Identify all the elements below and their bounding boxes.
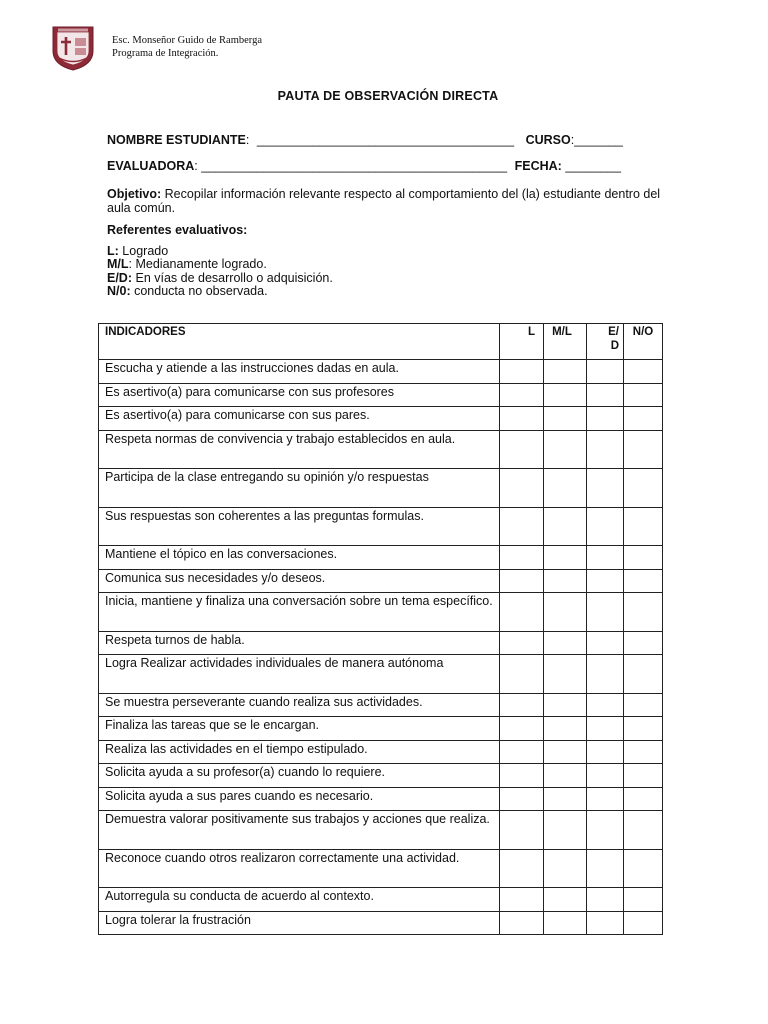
rating-cell-ml[interactable] — [544, 383, 587, 407]
rating-cell-l[interactable] — [500, 569, 544, 593]
rating-cell-l[interactable] — [500, 888, 544, 912]
course-label: CURSO — [525, 133, 571, 147]
school-header — [112, 35, 262, 60]
rating-cell-no[interactable] — [624, 717, 663, 741]
evaluator-field[interactable]: ____________________________________________ — [201, 159, 508, 173]
rating-cell-no[interactable] — [624, 407, 663, 431]
program-name: Programa de Integración. — [112, 47, 219, 59]
indicator-text: Logra Realizar actividades individuales de manera autónoma — [99, 655, 500, 694]
indicator-text: Se muestra perseverante cuando realiza sus actividades. — [99, 693, 500, 717]
rating-cell-l[interactable] — [500, 764, 544, 788]
indicator-text: Solicita ayuda a sus pares cuando es necesario. — [99, 787, 500, 811]
table-row — [99, 787, 663, 811]
indicator-text: Participa de la clase entregando su opinión y/o respuestas — [99, 469, 500, 508]
table-row — [99, 546, 663, 570]
student-name-field[interactable]: _____________________________________ — [256, 133, 515, 147]
rating-cell-l[interactable] — [500, 383, 544, 407]
referents-heading: Referentes evaluativos: — [107, 223, 248, 237]
rating-cell-no[interactable] — [624, 811, 663, 850]
table-header-row — [99, 324, 663, 360]
rating-cell-no[interactable] — [624, 888, 663, 912]
rating-cell-l[interactable] — [500, 360, 544, 384]
rating-cell-no[interactable] — [624, 430, 663, 469]
rating-cell-ml[interactable] — [544, 811, 587, 850]
rating-cell-no[interactable] — [624, 693, 663, 717]
rating-cell-ed[interactable] — [587, 569, 624, 593]
rating-cell-ml[interactable] — [544, 507, 587, 546]
rating-cell-no[interactable] — [624, 546, 663, 570]
rating-cell-ml[interactable] — [544, 469, 587, 508]
indicator-text: Escucha y atiende a las instrucciones dadas en aula. — [99, 360, 500, 384]
table-row — [99, 569, 663, 593]
rating-cell-l[interactable] — [500, 469, 544, 508]
indicator-text: Finaliza las tareas que se le encargan. — [99, 717, 500, 741]
header-l: L — [500, 324, 544, 360]
referents-list — [107, 245, 667, 298]
table-row — [99, 888, 663, 912]
rating-cell-no[interactable] — [624, 507, 663, 546]
rating-cell-l[interactable] — [500, 407, 544, 431]
header-ed: E/ D — [587, 324, 624, 360]
rating-cell-l[interactable] — [500, 849, 544, 888]
rating-cell-ml[interactable] — [544, 430, 587, 469]
school-crest-logo — [50, 25, 96, 71]
rating-cell-ed[interactable] — [587, 911, 624, 935]
rating-cell-ml[interactable] — [544, 631, 587, 655]
rating-cell-ed[interactable] — [587, 430, 624, 469]
document-title: PAUTA DE OBSERVACIÓN DIRECTA — [277, 89, 499, 103]
table-row — [99, 407, 663, 431]
indicator-text: Realiza las actividades en el tiempo estipulado. — [99, 740, 500, 764]
student-course-line: NOMBRE ESTUDIANTE: _____________________________________ CURSO:_______ — [107, 133, 623, 147]
rating-cell-ed[interactable] — [587, 655, 624, 694]
rating-cell-ed[interactable] — [587, 693, 624, 717]
rating-cell-ed[interactable] — [587, 593, 624, 632]
header-ml: M/L — [544, 324, 587, 360]
rating-cell-l[interactable] — [500, 811, 544, 850]
referent-item: E/D: En vías de desarrollo o adquisición. — [107, 270, 333, 285]
rating-cell-ed[interactable] — [587, 740, 624, 764]
course-field[interactable]: _______ — [574, 133, 623, 147]
date-field[interactable]: ________ — [565, 159, 621, 173]
rating-cell-ml[interactable] — [544, 849, 587, 888]
rating-cell-ml[interactable] — [544, 740, 587, 764]
rating-cell-l[interactable] — [500, 430, 544, 469]
rating-cell-ml[interactable] — [544, 569, 587, 593]
indicator-text: Comunica sus necesidades y/o deseos. — [99, 569, 500, 593]
rating-cell-ed[interactable] — [587, 764, 624, 788]
rating-cell-l[interactable] — [500, 787, 544, 811]
table-row — [99, 507, 663, 546]
table-row — [99, 717, 663, 741]
rating-cell-no[interactable] — [624, 631, 663, 655]
rating-cell-ed[interactable] — [587, 811, 624, 850]
rating-cell-ed[interactable] — [587, 787, 624, 811]
indicator-text: Autorregula su conducta de acuerdo al contexto. — [99, 888, 500, 912]
rating-cell-l[interactable] — [500, 631, 544, 655]
table-row — [99, 655, 663, 694]
table-row — [99, 740, 663, 764]
rating-cell-no[interactable] — [624, 469, 663, 508]
rating-cell-ml[interactable] — [544, 655, 587, 694]
rating-cell-ed[interactable] — [587, 407, 624, 431]
indicator-text: Solicita ayuda a su profesor(a) cuando lo requiere. — [99, 764, 500, 788]
table-row — [99, 849, 663, 888]
table-row — [99, 911, 663, 935]
indicator-text: Respeta normas de convivencia y trabajo establecidos en aula. — [99, 430, 500, 469]
table-row — [99, 631, 663, 655]
rating-cell-no[interactable] — [624, 911, 663, 935]
rating-cell-l[interactable] — [500, 740, 544, 764]
rating-cell-l[interactable] — [500, 507, 544, 546]
rating-cell-ed[interactable] — [587, 849, 624, 888]
table-row — [99, 383, 663, 407]
table-row — [99, 469, 663, 508]
observation-table — [98, 323, 663, 935]
rating-cell-ml[interactable] — [544, 360, 587, 384]
rating-cell-l[interactable] — [500, 911, 544, 935]
indicator-text: Reconoce cuando otros realizaron correctamente una actividad. — [99, 849, 500, 888]
rating-cell-l[interactable] — [500, 546, 544, 570]
rating-cell-l[interactable] — [500, 593, 544, 632]
indicator-text: Es asertivo(a) para comunicarse con sus profesores — [99, 383, 500, 407]
evaluator-date-line: EVALUADORA: ____________________________________________ FECHA: ________ — [107, 159, 621, 173]
rating-cell-no[interactable] — [624, 849, 663, 888]
indicator-text: Respeta turnos de habla. — [99, 631, 500, 655]
rating-cell-ml[interactable] — [544, 911, 587, 935]
rating-cell-no[interactable] — [624, 655, 663, 694]
rating-cell-ml[interactable] — [544, 888, 587, 912]
rating-cell-ml[interactable] — [544, 717, 587, 741]
table-row — [99, 360, 663, 384]
referent-item: L: Logrado — [107, 244, 169, 258]
rating-cell-ed[interactable] — [587, 383, 624, 407]
rating-cell-l[interactable] — [500, 693, 544, 717]
table-row — [99, 593, 663, 632]
rating-cell-ed[interactable] — [587, 717, 624, 741]
rating-cell-no[interactable] — [624, 360, 663, 384]
rating-cell-ed[interactable] — [587, 888, 624, 912]
indicator-text: Logra tolerar la frustración — [99, 911, 500, 935]
rating-cell-no[interactable] — [624, 569, 663, 593]
school-name: Esc. Monseñor Guido de Ramberga — [112, 35, 262, 46]
rating-cell-ml[interactable] — [544, 787, 587, 811]
rating-cell-ed[interactable] — [587, 631, 624, 655]
rating-cell-l[interactable] — [500, 655, 544, 694]
objective-label: Objetivo: — [107, 187, 162, 201]
rating-cell-ed[interactable] — [587, 546, 624, 570]
indicator-text: Mantiene el tópico en las conversaciones. — [99, 546, 500, 570]
date-label: FECHA: — [514, 159, 562, 173]
rating-cell-ml[interactable] — [544, 407, 587, 431]
rating-cell-ed[interactable] — [587, 360, 624, 384]
indicator-text: Demuestra valorar positivamente sus trabajos y acciones que realiza. — [99, 811, 500, 850]
rating-cell-ml[interactable] — [544, 764, 587, 788]
student-label: NOMBRE ESTUDIANTE — [107, 133, 246, 147]
rating-cell-ml[interactable] — [544, 693, 587, 717]
referent-item: M/L: Medianamente logrado. — [107, 257, 267, 272]
table-row — [99, 764, 663, 788]
indicator-text: Sus respuestas son coherentes a las preguntas formulas. — [99, 507, 500, 546]
objective-text: Recopilar información relevante respecto al comportamiento del (la) estudiante dentro del aula común. — [107, 187, 661, 215]
table-row — [99, 430, 663, 469]
rating-cell-no[interactable] — [624, 764, 663, 788]
rating-cell-ed[interactable] — [587, 507, 624, 546]
header-indicadores: INDICADORES — [99, 324, 500, 360]
referent-item: N/0: conducta no observada. — [107, 283, 268, 298]
rating-cell-no[interactable] — [624, 593, 663, 632]
rating-cell-ed[interactable] — [587, 469, 624, 508]
rating-cell-ml[interactable] — [544, 546, 587, 570]
evaluator-label: EVALUADORA — [107, 159, 195, 173]
rating-cell-ml[interactable] — [544, 593, 587, 632]
rating-cell-no[interactable] — [624, 383, 663, 407]
rating-cell-no[interactable] — [624, 787, 663, 811]
rating-cell-no[interactable] — [624, 740, 663, 764]
table-row — [99, 693, 663, 717]
indicator-text: Es asertivo(a) para comunicarse con sus pares. — [99, 407, 500, 431]
table-row — [99, 811, 663, 850]
objective-paragraph — [107, 187, 667, 215]
rating-cell-l[interactable] — [500, 717, 544, 741]
header-no: N/O — [624, 324, 663, 360]
indicator-text: Inicia, mantiene y finaliza una conversación sobre un tema específico. — [99, 593, 500, 632]
